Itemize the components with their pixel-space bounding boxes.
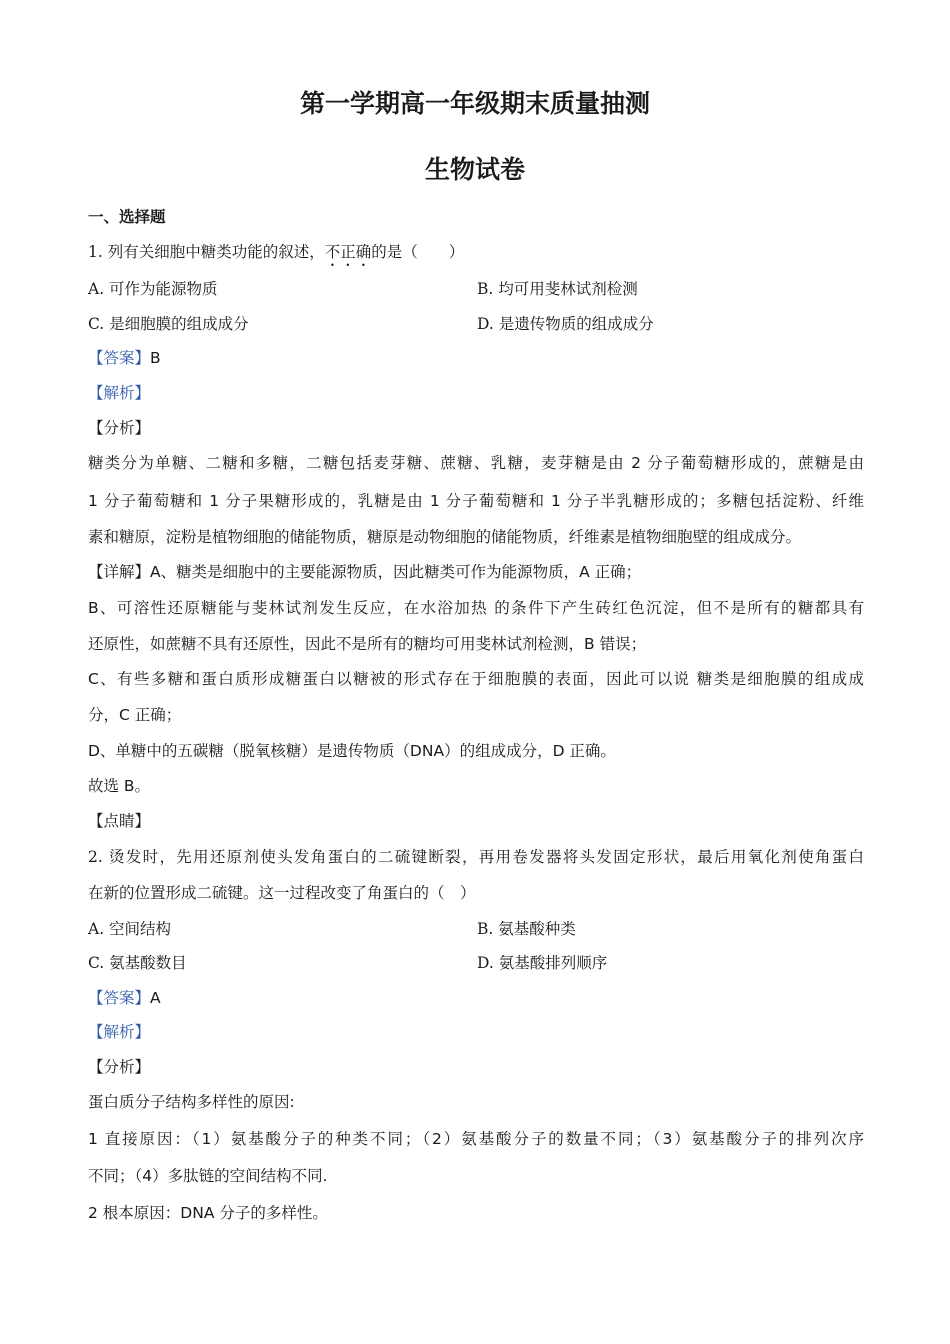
q1-answer-label: 【答案】	[88, 349, 151, 367]
q1-option-a: A. 可作为能源物质	[88, 280, 218, 298]
q2-fenxi-label: 【分析】	[88, 1058, 151, 1076]
q1-stem-emphasis: 不正确	[324, 243, 372, 261]
q2-option-c: C. 氨基酸数目	[88, 954, 187, 972]
q1-option-d: D. 是遗传物质的组成成分	[477, 315, 654, 333]
q2-fenxi-line: 1 直接原因：（1）氨基酸分子的种类不同；（2）氨基酸分子的数量不同；（3）氨基酸分子的排列次序	[88, 1130, 864, 1148]
q2-analysis-label: 【解析】	[88, 1023, 151, 1041]
q1-analysis-label: 【解析】	[88, 384, 151, 402]
q2-fenxi-line: 蛋白质分子结构多样性的原因:	[88, 1093, 295, 1111]
q1-option-c: C. 是细胞膜的组成成分	[88, 315, 249, 333]
q1-answer	[88, 346, 161, 368]
q1-option-b: B. 均可用斐林试剂检测	[477, 280, 638, 298]
q1-detail-line: B、可溶性还原糖能与斐林试剂发生反应，在水浴加热 的条件下产生砖红色沉淀，但不是所有的糖都具有	[88, 599, 864, 617]
q2-fenxi-line: 2 根本原因：DNA 分子的多样性。	[88, 1204, 328, 1222]
q2-stem-line: 2. 烫发时，先用还原剂使头发角蛋白的二硫键断裂，再用卷发器将头发固定形状，最后用氧化剂使角蛋白	[88, 848, 864, 866]
q1-detail-line: 分，C 正确；	[88, 706, 182, 724]
q1-detail-label: 【详解】	[88, 563, 151, 581]
q2-answer-label: 【答案】	[88, 989, 151, 1007]
q2-option-d: D. 氨基酸排列顺序	[477, 954, 608, 972]
q1-stem-before: 1. 列有关细胞中糖类功能的叙述，	[88, 243, 325, 261]
q1-stem-after: 的是（ ）	[371, 243, 465, 261]
q1-detail-line: 故选 B。	[88, 777, 151, 795]
exam-title: 第一学期高一年级期末质量抽测	[299, 89, 650, 118]
q1-detail-line: A、糖类是细胞中的主要能源物质，因此糖类可作为能源物质，A 正确；	[150, 563, 642, 581]
q1-comment-label: 【点睛】	[88, 812, 151, 830]
q2-option-a: A. 空间结构	[88, 920, 172, 938]
q1-fenxi-line: 糖类分为单糖、二糖和多糖，二糖包括麦芽糖、蔗糖、乳糖，麦芽糖是由 2 分子葡萄糖形成的，蔗糖是由	[88, 454, 864, 472]
q2-answer-value: A	[150, 989, 161, 1007]
q1-detail	[88, 560, 641, 582]
q2-stem-line: 在新的位置形成二硫键。这一过程改变了角蛋白的（ ）	[88, 884, 476, 902]
q1-fenxi-label: 【分析】	[88, 419, 151, 437]
q2-answer	[88, 986, 161, 1008]
q1-answer-value: B	[150, 349, 161, 367]
q1-detail-line: C、有些多糖和蛋白质形成糖蛋白以糖被的形式存在于细胞膜的表面，因此可以说 糖类是细胞膜的组成成	[88, 670, 864, 688]
q1-stem	[88, 240, 464, 270]
q1-detail-line: D、单糖中的五碳糖（脱氧核糖）是遗传物质（DNA）的组成成分，D 正确。	[88, 742, 616, 760]
q1-fenxi-line: 素和糖原，淀粉是植物细胞的储能物质，糖原是动物细胞的储能物质，纤维素是植物细胞壁的组成成分。	[88, 528, 802, 546]
section-heading: 一、选择题	[88, 208, 166, 226]
exam-subtitle: 生物试卷	[424, 155, 525, 184]
q1-fenxi-line: 1 分子葡萄糖和 1 分子果糖形成的，乳糖是由 1 分子葡萄糖和 1 分子半乳糖形成的；多糖包括淀粉、纤维	[88, 492, 864, 510]
q2-option-b: B. 氨基酸种类	[477, 920, 576, 938]
q2-fenxi-line: 不同；（4）多肽链的空间结构不同.	[88, 1167, 328, 1185]
q1-detail-line: 还原性，如蔗糖不具有还原性，因此不是所有的糖均可用斐林试剂检测，B 错误；	[88, 635, 647, 653]
